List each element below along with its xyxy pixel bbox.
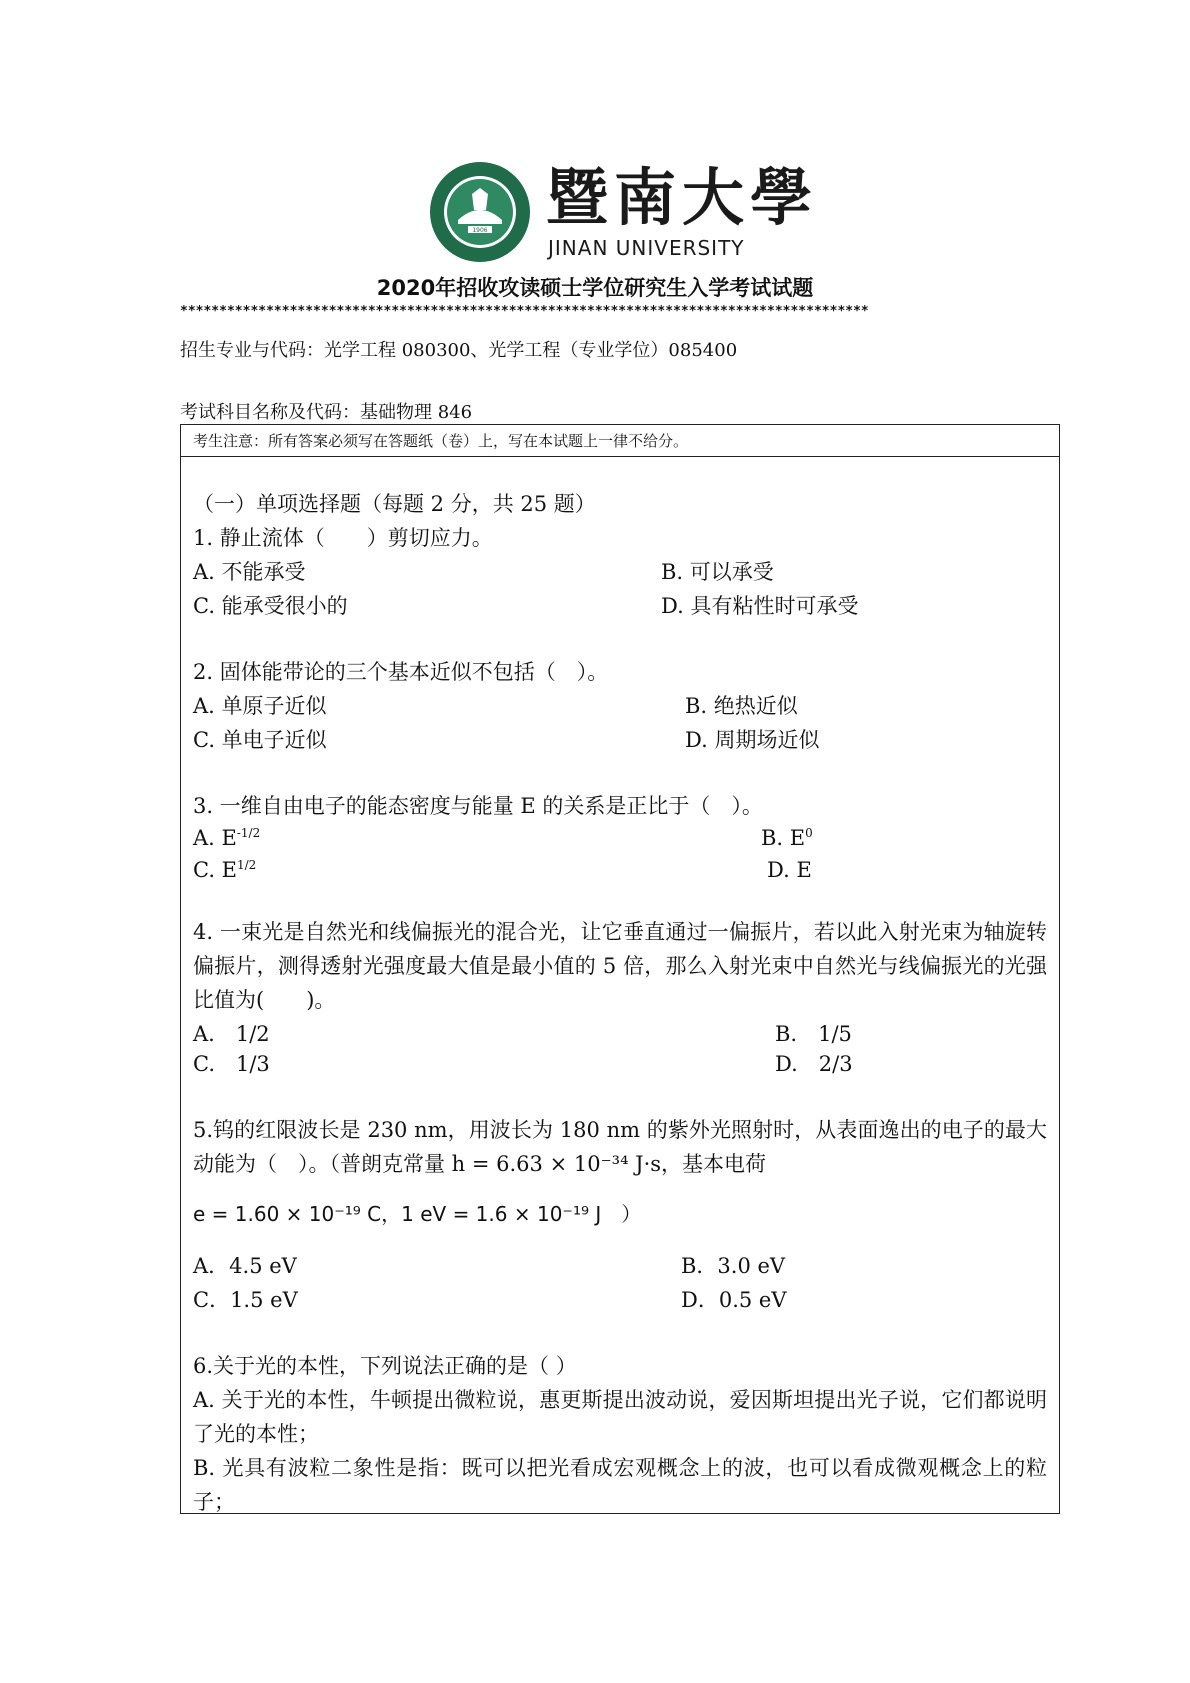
q6-option-a: A. 关于光的本性，牛顿提出微粒说，惠更斯提出波动说，爱因斯坦提出光子说，它们都说明了光的本性； [193, 1388, 1047, 1446]
q2-option-a: A. 单原子近似 [193, 694, 327, 718]
q4-option-a: A. 1/2 [193, 1022, 270, 1046]
exam-title: 2020年招收攻读硕士学位研究生入学考试试题 [376, 276, 814, 300]
section-title: （一）单项选择题（每题 2 分，共 25 题） [193, 492, 596, 516]
q5-option-a: A．4.5 eV [193, 1254, 297, 1278]
q4-option-c: C. 1/3 [193, 1052, 270, 1076]
question-1-stem: 1. 静止流体（ ）剪切应力。 [193, 526, 493, 550]
q6-option-b: B. 光具有波粒二象性是指：既可以把光看成宏观概念上的波，也可以看成微观概念上的粒子； [193, 1456, 1047, 1514]
q3-option-a: A. $E^{-1/2}$ [193, 826, 261, 850]
q1-option-c: C. 能承受很小的 [193, 594, 348, 618]
q1-option-a: A. 不能承受 [193, 560, 306, 584]
q1-option-b: B. 可以承受 [661, 560, 774, 584]
logo-year: 1906 [472, 227, 488, 234]
q2-option-b: B. 绝热近似 [685, 694, 798, 718]
q5-option-b: B．3.0 eV [681, 1254, 786, 1278]
question-2-stem: 2. 固体能带论的三个基本近似不包括（ ）。 [193, 660, 609, 684]
candidate-notice: 考生注意：所有答案必须写在答题纸（卷）上，写在本试题上一律不给分。 [181, 425, 1059, 457]
q3-option-d: D. E [767, 858, 812, 882]
question-5-constants: e = 1.60 × 10⁻¹⁹ C，1 eV = 1.6 × 10⁻¹⁹ J ） [193, 1202, 642, 1226]
q2-option-c: C. 单电子近似 [193, 728, 327, 752]
question-4-stem: 4. 一束光是自然光和线偏振光的混合光，让它垂直通过一偏振片，若以此入射光束为轴旋转偏振片，测得透射光强度最大值是最小值的 5 倍，那么入射光束中自然光与线偏振光的光强比值为( )。 [193, 920, 1047, 1012]
q3-option-c: C. $E^{1/2}$ [193, 858, 257, 882]
q5-option-c: C．1.5 eV [193, 1288, 298, 1312]
q2-option-d: D. 周期场近似 [685, 728, 820, 752]
question-6-stem: 6.关于光的本性，下列说法正确的是（ ） [193, 1354, 577, 1378]
question-3-stem: 3. 一维自由电子的能态密度与能量 E 的关系是正比于（ ）。 [193, 794, 763, 818]
university-seal-logo [428, 160, 532, 264]
q4-option-b: B. 1/5 [775, 1022, 852, 1046]
question-5-stem: 5.钨的红限波长是 230 nm，用波长为 180 nm 的紫外光照射时，从表面逸出的电子的最大动能为（ ）。（普朗克常量 h = 6.63 × 10⁻³⁴ J·s，基本电荷 [193, 1118, 1047, 1176]
subject-and-code: 考试科目名称及代码：基础物理 846 [180, 402, 473, 423]
university-name-cn: 暨南大學 [546, 161, 819, 234]
star-divider: **************************************************************************************** [180, 304, 869, 319]
q4-option-d: D. 2/3 [775, 1052, 853, 1076]
q3-option-b: B. $E^0$ [761, 826, 813, 850]
q5-option-d: D．0.5 eV [681, 1288, 787, 1312]
q1-option-d: D. 具有粘性时可承受 [661, 594, 859, 618]
university-name-en: JINAN UNIVERSITY [548, 236, 745, 260]
major-and-code: 招生专业与代码：光学工程 080300、光学工程（专业学位）085400 [180, 340, 738, 361]
exam-content-box [180, 424, 1060, 1514]
